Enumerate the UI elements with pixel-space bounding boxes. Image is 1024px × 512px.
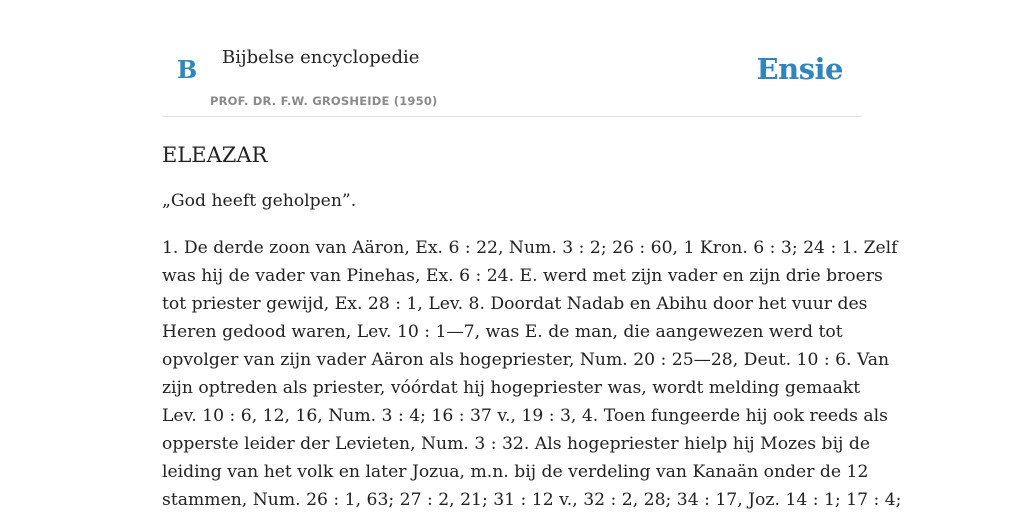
- body-line: opvolger van zijn vader Aäron als hogepriester, Num. 20 : 25—28, Deut. 10 : 6. Van: [162, 350, 890, 370]
- ensie-logo-link[interactable]: Ensie: [756, 52, 843, 86]
- body-line: leiding van het volk en later Jozua, m.n. bij de verdeling van Kanaän onder de 12: [162, 462, 869, 482]
- body-line: Lev. 10 : 6, 12, 16, Num. 3 : 4; 16 : 37 v., 19 : 3, 4. Toen fungeerde hij ook reeds als: [162, 406, 888, 426]
- entry-body: [162, 234, 902, 512]
- site-header: [162, 0, 862, 117]
- body-line: zijn optreden als priester, vóórdat hij hogepriester was, wordt melding gemaakt: [162, 378, 861, 398]
- body-line: Heren gedood waren, Lev. 10 : 1—7, was E. de man, die aangewezen werd tot: [162, 322, 843, 342]
- body-line: tot priester gewijd, Ex. 28 : 1, Lev. 8. Doordat Nadab en Abihu door het vuur des: [162, 294, 868, 314]
- body-line: 1. De derde zoon van Aäron, Ex. 6 : 22, Num. 3 : 2; 26 : 60, 1 Kron. 6 : 3; 24 : 1. Zelf: [162, 238, 898, 258]
- entry-meaning: „God heeft geholpen”.: [162, 191, 357, 211]
- body-line: opperste leider der Levieten, Num. 3 : 32. Als hogepriester hielp hij Mozes bij de: [162, 434, 871, 454]
- body-line: was hij de vader van Pinehas, Ex. 6 : 24. E. werd met zijn vader en zijn drie broers: [162, 266, 883, 286]
- entry-title: ELEAZAR: [162, 143, 268, 167]
- body-line: stammen, Num. 26 : 1, 63; 27 : 2, 21; 31 : 12 v., 32 : 2, 28; 34 : 17, Joz. 14 : 1; 17 : 4;: [162, 490, 902, 510]
- book-logo-icon[interactable]: B: [177, 55, 198, 84]
- book-title-link[interactable]: Bijbelse encyclopedie: [222, 47, 420, 68]
- article: [162, 136, 902, 512]
- book-author: PROF. DR. F.W. GROSHEIDE (1950): [210, 94, 438, 108]
